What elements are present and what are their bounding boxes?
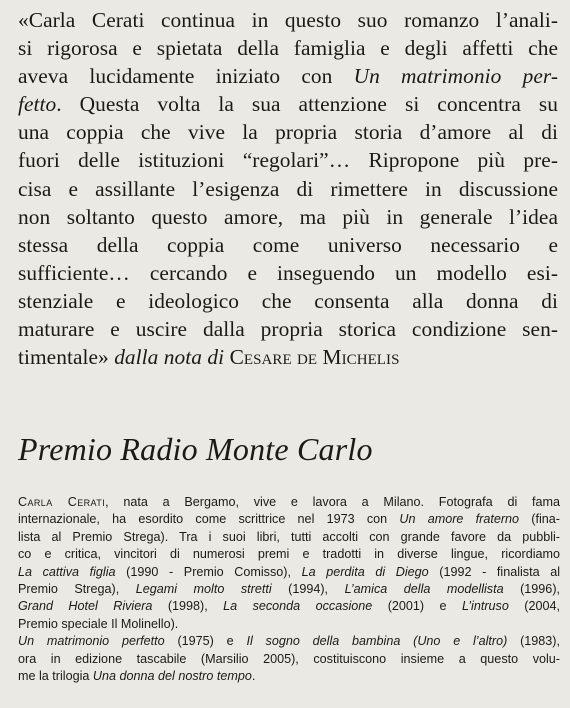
quote-text: timentale» <box>18 345 115 370</box>
book-title: Grand Hotel Riviera <box>18 599 153 614</box>
quote-line: cisa e assillante l’esigenza di rimettere in discussione <box>18 176 558 201</box>
quote-line <box>18 90 558 118</box>
quote-line: stenziale e ideologico che consenta alla donna di <box>18 288 558 313</box>
bio-line: co e critica, vincitori di numerosi premi e tradotti in diverse lingue, ricordiamo <box>18 547 560 562</box>
author-bio <box>18 494 560 685</box>
bio-line <box>18 668 560 685</box>
quote-line: fuori delle istituzioni “regolari”… Ripropone più pre- <box>18 148 558 173</box>
quote-attribution-name: Cesare de Michelis <box>229 345 400 370</box>
quote-line: una coppia che vive la propria storia d’amore al di <box>18 120 558 145</box>
bio-text: (1992 - finalista al <box>428 564 561 579</box>
bio-line <box>18 633 560 650</box>
bio-text: (1994), <box>271 582 345 597</box>
bio-line: Premio speciale Il Molinello). <box>18 616 179 631</box>
bio-text: (1996), <box>503 582 561 597</box>
book-title: La perdita di Diego <box>301 564 429 579</box>
quote-line <box>18 62 558 90</box>
bio-line <box>18 564 560 581</box>
quote-attribution-prefix: dalla nota di <box>114 345 230 370</box>
bio-text: internazionale, ha esordito come scrittrice nel 1973 con <box>18 512 400 527</box>
bio-line <box>18 494 560 511</box>
quote-line: si rigorosa e spietata della famiglia e degli affetti che <box>18 36 558 61</box>
bio-text: Premio Strega), <box>18 582 136 597</box>
award-heading: Premio Radio Monte Carlo <box>18 431 373 467</box>
book-title: Il sogno della bambina (Uno e l’altro) <box>246 634 508 649</box>
quote-book-title: fetto <box>18 92 57 117</box>
book-title: Legami molto stretti <box>135 582 272 597</box>
quote-line: maturare e uscire dalla propria storica condizione sen- <box>18 317 558 342</box>
book-title: La seconda occasione <box>223 599 373 614</box>
quote-book-title: Un matrimonio per- <box>353 64 558 89</box>
critic-quote <box>18 6 558 371</box>
bio-line <box>18 581 560 598</box>
author-name: Carla Cerati <box>18 495 106 509</box>
bio-text: me la trilogia <box>18 669 93 684</box>
bio-line: ora in edizione tascabile (Marsilio 2005), costituiscono insieme a questo volu- <box>18 651 560 666</box>
book-title: L’amica della modellista <box>344 582 504 597</box>
bio-line <box>18 511 560 528</box>
quote-line: sufficiente… cercando e inseguendo un modello esi- <box>18 260 558 285</box>
quote-text: aveva lucidamente iniziato con <box>18 64 354 89</box>
quote-line: «Carla Cerati continua in questo suo romanzo l’anali- <box>18 8 558 32</box>
bio-text: , nata a Bergamo, vive e lavora a Milano. Fotografa di fama <box>105 495 560 509</box>
quote-line: non soltanto questo amore, ma più in generale l’idea <box>18 204 558 229</box>
bio-text: (2001) e <box>372 599 462 614</box>
quote-line <box>18 343 558 371</box>
bio-line: lista al Premio Strega). Tra i suoi libri, tutti accolti con grande favore da pubbli- <box>18 529 560 544</box>
bio-line <box>18 598 560 615</box>
bio-text: . <box>251 669 256 684</box>
quote-line: stessa della coppia come universo necessario e <box>18 232 558 257</box>
book-title: Un matrimonio perfetto <box>18 634 165 649</box>
book-title: La cattiva figlia <box>18 564 116 579</box>
book-title: Una donna del nostro tempo <box>92 669 252 684</box>
bio-text: (1975) e <box>164 634 247 649</box>
bio-text: (2004, <box>508 599 560 614</box>
bio-text: (1990 - Premio Comisso), <box>115 564 302 579</box>
book-title: Un amore fraterno <box>399 512 520 527</box>
bio-text: (1998), <box>152 599 224 614</box>
bio-text: (1983), <box>507 634 561 649</box>
bio-text: (fina- <box>519 512 560 527</box>
quote-text: . Questa volta la sua attenzione si concentra su <box>56 92 558 117</box>
book-title: L’intruso <box>461 599 509 614</box>
